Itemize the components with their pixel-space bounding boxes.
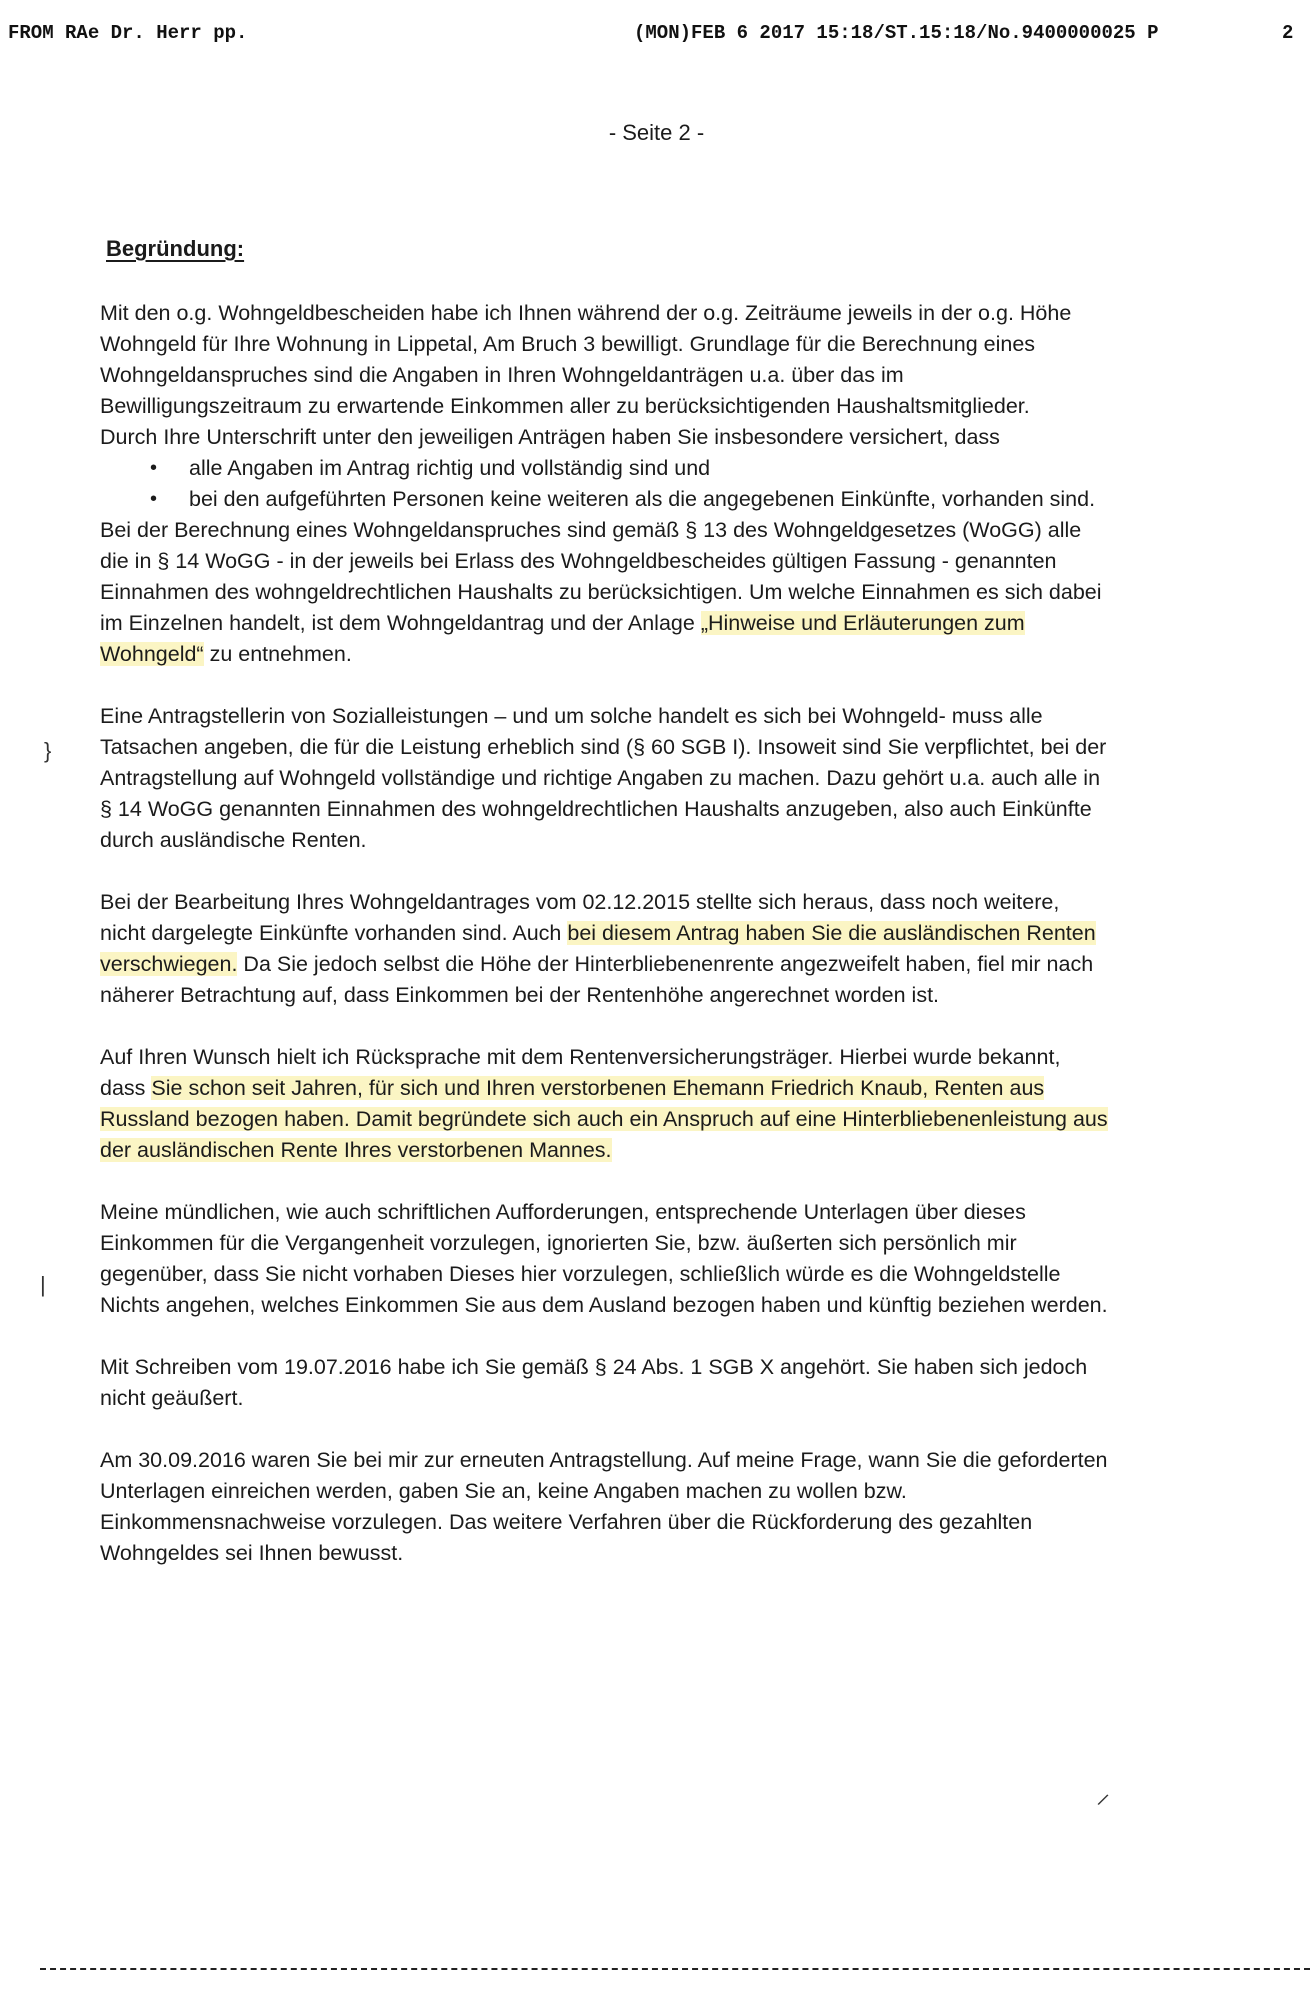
letter-body xyxy=(100,298,1110,1600)
margin-mark: } xyxy=(44,738,52,763)
list-item: • alle Angaben im Antrag richtig und vollständig sind und xyxy=(100,453,1110,484)
page-bottom-rule xyxy=(40,1968,1310,1970)
text-segment: Bei der Berechnung eines Wohngeldanspruches sind gemäß § 13 des Wohngeldgesetzes (WoGG) alle die in § 14 WoGG - in der jeweils bei Erlass des Wohngeldbescheides gültigen Fassung - genannten Einnahmen des wohngeldrechtlichen Haushalts zu berücksichtigen. Um welche Einnahmen es sich dabei im Einzelnen handelt, ist dem Wohngeldantrag und der Anlage xyxy=(100,518,1102,635)
paragraph-appointment: Am 30.09.2016 waren Sie bei mir zur erneuten Antragstellung. Auf meine Frage, wann Sie die geforderten Unterlagen einreichen werden, gaben Sie an, keine Angaben machen zu wollen bzw. Einkommensnachweise vorzulegen. Das weitere Verfahren über die Rückforderung des gezahlten Wohngeldes sei Ihnen bewusst. xyxy=(100,1448,1108,1565)
margin-mark: / xyxy=(1095,1790,1110,1810)
text-segment: Da Sie jedoch selbst die Höhe der Hinterbliebenenrente angezweifelt haben, fiel mir nach näherer Betrachtung auf, dass Einkommen bei der Rentenhöhe angerechnet worden ist. xyxy=(100,952,1094,1007)
assurance-list xyxy=(100,453,1110,515)
text-segment: zu entnehmen. xyxy=(203,642,352,666)
list-item: • bei den aufgeführten Personen keine weiteren als die angegebenen Einkünfte, vorhanden sind. xyxy=(100,484,1110,515)
margin-mark: | xyxy=(40,1272,46,1297)
section-heading: Begründung: xyxy=(106,236,245,261)
highlighted-text: Sie schon seit Jahren, für sich und Ihren verstorbenen Ehemann Friedrich Knaub, Renten aus Russland bezogen haben. Damit begründete sich auch ein Anspruch auf eine Hinterbliebenenleistung aus der ausländischen Rente Ihres verstorbenen Mannes. xyxy=(100,1076,1108,1162)
paragraph-application xyxy=(100,887,1110,1011)
paragraph-hearing: Mit Schreiben vom 19.07.2016 habe ich Sie gemäß § 24 Abs. 1 SGB X angehört. Sie haben sich jedoch nicht geäußert. xyxy=(100,1355,1088,1410)
fax-timestamp: (MON)FEB 6 2017 15:18/ST.15:18/No.9400000025 P xyxy=(634,22,1159,44)
fax-page-number: 2 xyxy=(1282,22,1294,44)
paragraph-refusal: Meine mündlichen, wie auch schriftlichen Aufforderungen, entsprechende Unterlagen über dieses Einkommen für die Vergangenheit vorzulegen, ignorierten Sie, bzw. äußerten sich persönlich mir gegenüber, dass Sie nicht vorhaben Dieses hier vorzulegen, schließlich würde es die Wohngeldstelle Nichts angehen, welches Einkommen Sie aus dem Ausland bezogen haben und künftig beziehen werden. xyxy=(100,1200,1108,1317)
paragraph-calculation xyxy=(100,515,1110,670)
page-number: - Seite 2 - xyxy=(608,120,705,145)
fax-header xyxy=(0,22,1313,52)
paragraph-pension xyxy=(100,1042,1110,1166)
paragraph-intro: Mit den o.g. Wohngeldbescheiden habe ich Ihnen während der o.g. Zeiträume jeweils in der o.g. Höhe Wohngeld für Ihre Wohnung in Lippetal, Am Bruch 3 bewilligt. Grundlage für die Berechnung eines Wohngeldanspruches sind die Angaben in Ihren Wohngeldanträgen u.a. über das im Bewilligungszeitraum zu erwartende Einkommen aller zu berücksichtigenden Haushaltsmitglieder. xyxy=(100,301,1072,418)
paragraph-signature: Durch Ihre Unterschrift unter den jeweiligen Anträgen haben Sie insbesondere versichert, dass xyxy=(100,425,1000,449)
text-segment: Bei der Bearbeitung Ihres Wohngeldantrages vom 02.12.2015 stellte sich heraus, dass noch weitere, nicht dargelegte Einkünfte vorhanden sind. Auch xyxy=(100,890,1060,945)
highlighted-text: „Hinweise und Erläuterungen zum Wohngeld“ xyxy=(100,611,1025,666)
highlighted-text: bei diesem Antrag haben Sie die ausländischen Renten verschwiegen. xyxy=(100,921,1096,976)
text-segment: Auf Ihren Wunsch hielt ich Rücksprache mit dem Rentenversicherungsträger. Hierbei wurde bekannt, dass xyxy=(100,1045,1061,1100)
paragraph-obligation: Eine Antragstellerin von Sozialleistungen – und um solche handelt es sich bei Wohngeld- muss alle Tatsachen angeben, die für die Leistung erheblich sind (§ 60 SGB I). Insoweit sind Sie verpflichtet, bei der Antragstellung auf Wohngeld vollständige und richtige Angaben zu machen. Dazu gehört u.a. auch alle in § 14 WoGG genannten Einnahmen des wohngeldrechtlichen Haushalts anzugeben, also auch Einkünfte durch ausländische Renten. xyxy=(100,704,1107,852)
fax-sender: FROM RAe Dr. Herr pp. xyxy=(8,22,248,44)
